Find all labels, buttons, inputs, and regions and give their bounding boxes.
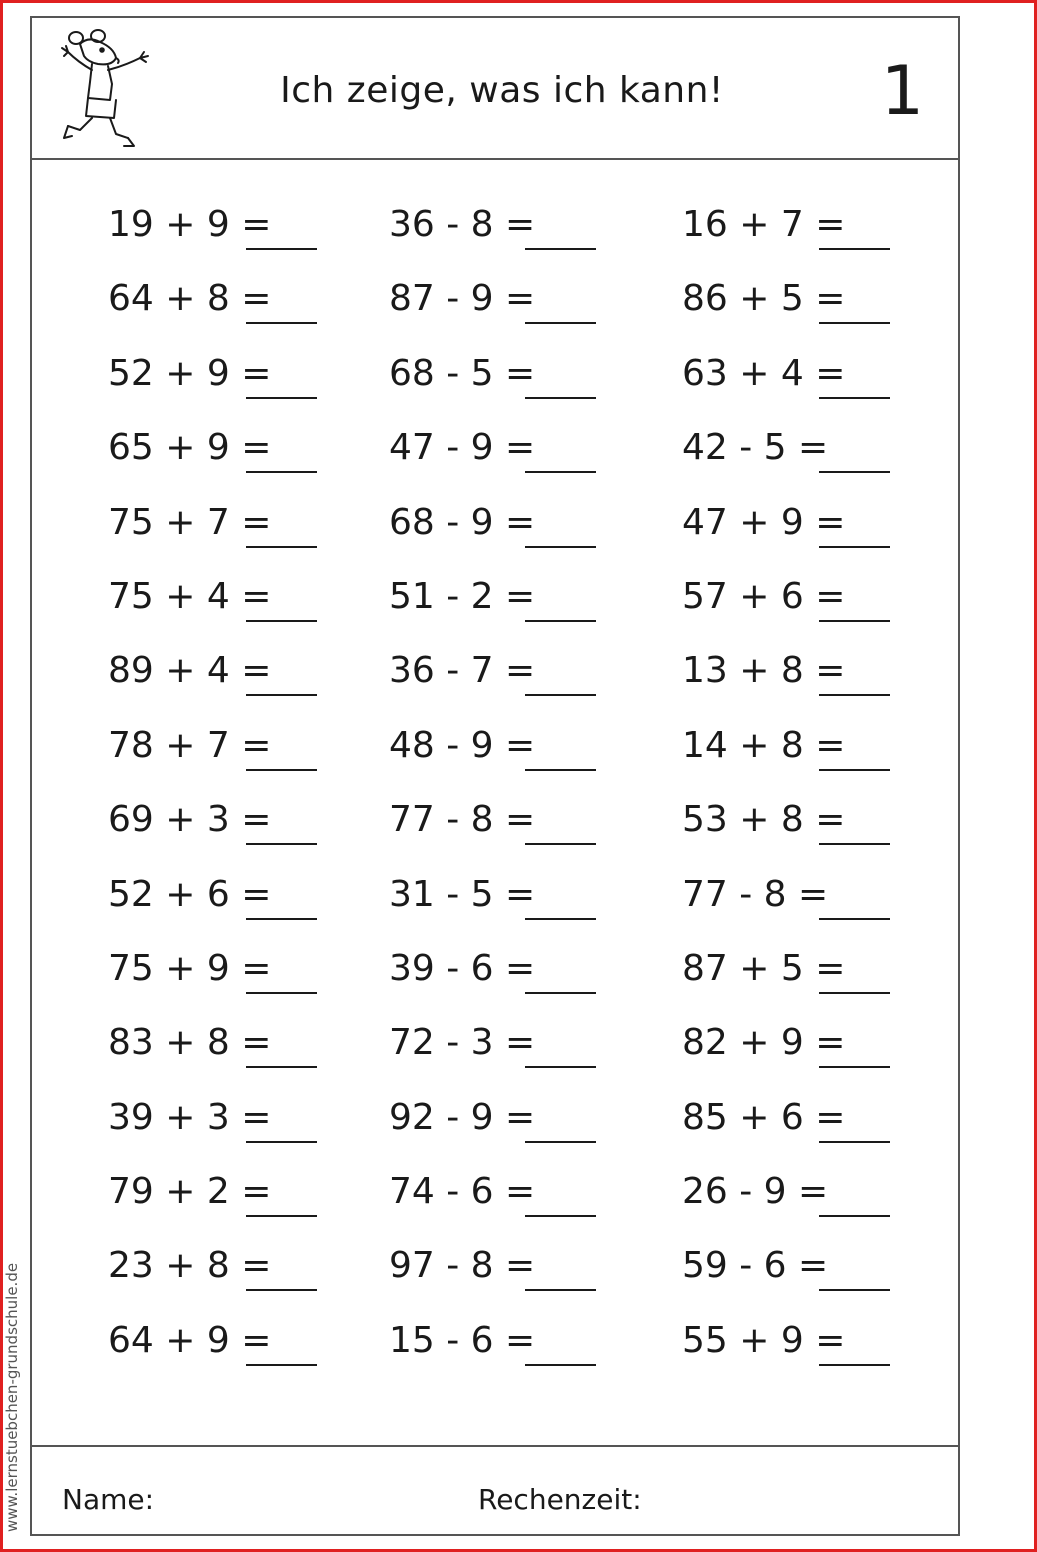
answer-blank[interactable] <box>819 1289 890 1291</box>
problem-row <box>32 1083 958 1157</box>
answer-blank[interactable] <box>525 1215 596 1217</box>
answer-blank[interactable] <box>525 694 596 696</box>
problem-expression: 82 + 9 = <box>682 1022 846 1064</box>
problem-row <box>32 488 958 562</box>
answer-blank[interactable] <box>819 248 890 250</box>
problem-expression: 75 + 7 = <box>108 501 272 543</box>
problem-expression: 78 + 7 = <box>108 724 272 766</box>
problem-row <box>32 339 958 413</box>
answer-blank[interactable] <box>525 546 596 548</box>
answer-blank[interactable] <box>246 769 317 771</box>
problem-expression: 68 - 9 = <box>389 501 536 543</box>
problem-expression: 77 - 8 = <box>682 873 829 915</box>
answer-blank[interactable] <box>819 843 890 845</box>
problem-row <box>32 1008 958 1082</box>
problem-row <box>32 190 958 264</box>
answer-blank[interactable] <box>246 1215 317 1217</box>
answer-blank[interactable] <box>525 620 596 622</box>
answer-blank[interactable] <box>819 322 890 324</box>
answer-blank[interactable] <box>246 471 317 473</box>
problem-expression: 15 - 6 = <box>389 1319 536 1361</box>
problem-expression: 19 + 9 = <box>108 204 272 245</box>
problem-row <box>32 1306 958 1380</box>
problem-row <box>32 264 958 338</box>
worksheet <box>30 16 960 1536</box>
problem-expression: 14 + 8 = <box>682 724 846 766</box>
problem-expression: 85 + 6 = <box>682 1096 846 1138</box>
mascot-mouse-icon <box>58 26 154 150</box>
worksheet-title: Ich zeige, was ich kann! <box>280 70 724 111</box>
problem-expression: 64 + 9 = <box>108 1319 272 1361</box>
problem-expression: 26 - 9 = <box>682 1171 829 1213</box>
answer-blank[interactable] <box>819 546 890 548</box>
worksheet-header <box>32 18 958 160</box>
problem-expression: 87 - 9 = <box>389 278 536 320</box>
problem-expression: 68 - 5 = <box>389 352 536 394</box>
answer-blank[interactable] <box>819 694 890 696</box>
problem-expression: 13 + 8 = <box>682 650 846 692</box>
answer-blank[interactable] <box>525 843 596 845</box>
problem-expression: 36 - 7 = <box>389 650 536 692</box>
answer-blank[interactable] <box>819 1066 890 1068</box>
problem-expression: 89 + 4 = <box>108 650 272 692</box>
answer-blank[interactable] <box>525 1289 596 1291</box>
problem-expression: 57 + 6 = <box>682 575 846 617</box>
problem-expression: 55 + 9 = <box>682 1319 846 1361</box>
problem-expression: 52 + 6 = <box>108 873 272 915</box>
answer-blank[interactable] <box>246 1289 317 1291</box>
problem-row <box>32 413 958 487</box>
answer-blank[interactable] <box>525 918 596 920</box>
problem-expression: 64 + 8 = <box>108 278 272 320</box>
problem-row <box>32 785 958 859</box>
answer-blank[interactable] <box>819 1364 890 1366</box>
problem-expression: 51 - 2 = <box>389 575 536 617</box>
problem-grid <box>32 190 958 1380</box>
problem-expression: 47 - 9 = <box>389 427 536 469</box>
problem-row <box>32 636 958 710</box>
problem-expression: 83 + 8 = <box>108 1022 272 1064</box>
name-label: Name: <box>62 1483 155 1516</box>
problem-expression: 74 - 6 = <box>389 1171 536 1213</box>
answer-blank[interactable] <box>819 471 890 473</box>
problem-row <box>32 1157 958 1231</box>
answer-blank[interactable] <box>819 992 890 994</box>
problem-expression: 63 + 4 = <box>682 352 846 394</box>
answer-blank[interactable] <box>525 1141 596 1143</box>
answer-blank[interactable] <box>525 769 596 771</box>
problem-expression: 79 + 2 = <box>108 1171 272 1213</box>
problem-expression: 48 - 9 = <box>389 724 536 766</box>
problem-expression: 92 - 9 = <box>389 1096 536 1138</box>
problem-expression: 39 - 6 = <box>389 947 536 989</box>
answer-blank[interactable] <box>525 992 596 994</box>
problem-expression: 52 + 9 = <box>108 352 272 394</box>
answer-blank[interactable] <box>246 992 317 994</box>
answer-blank[interactable] <box>525 1364 596 1366</box>
problem-expression: 31 - 5 = <box>389 873 536 915</box>
problem-expression: 86 + 5 = <box>682 278 846 320</box>
problem-expression: 65 + 9 = <box>108 427 272 469</box>
problem-row <box>32 934 958 1008</box>
answer-blank[interactable] <box>246 1364 317 1366</box>
answer-blank[interactable] <box>246 248 317 250</box>
problem-row <box>32 860 958 934</box>
answer-blank[interactable] <box>819 769 890 771</box>
answer-blank[interactable] <box>819 397 890 399</box>
problem-expression: 69 + 3 = <box>108 799 272 841</box>
answer-blank[interactable] <box>246 1141 317 1143</box>
answer-blank[interactable] <box>246 397 317 399</box>
problem-expression: 72 - 3 = <box>389 1022 536 1064</box>
answer-blank[interactable] <box>525 471 596 473</box>
problem-expression: 87 + 5 = <box>682 947 846 989</box>
problem-row <box>32 562 958 636</box>
problem-expression: 36 - 8 = <box>389 204 536 245</box>
answer-blank[interactable] <box>819 918 890 920</box>
watermark-url: www.lernstuebchen-grundschule.de <box>3 1262 21 1532</box>
answer-blank[interactable] <box>525 397 596 399</box>
answer-blank[interactable] <box>246 843 317 845</box>
problem-expression: 77 - 8 = <box>389 799 536 841</box>
answer-blank[interactable] <box>525 248 596 250</box>
worksheet-footer <box>32 1445 958 1538</box>
sheet-number: 1 <box>880 52 924 131</box>
problem-expression: 97 - 8 = <box>389 1245 536 1287</box>
answer-blank[interactable] <box>525 322 596 324</box>
answer-blank[interactable] <box>819 1141 890 1143</box>
problem-expression: 42 - 5 = <box>682 427 829 469</box>
answer-blank[interactable] <box>819 1215 890 1217</box>
answer-blank[interactable] <box>525 1066 596 1068</box>
problem-expression: 75 + 9 = <box>108 947 272 989</box>
answer-blank[interactable] <box>246 620 317 622</box>
answer-blank[interactable] <box>246 918 317 920</box>
problem-expression: 59 - 6 = <box>682 1245 829 1287</box>
problem-row <box>32 1231 958 1305</box>
answer-blank[interactable] <box>246 322 317 324</box>
problem-expression: 75 + 4 = <box>108 575 272 617</box>
problem-expression: 16 + 7 = <box>682 204 846 245</box>
problem-expression: 39 + 3 = <box>108 1096 272 1138</box>
problem-expression: 23 + 8 = <box>108 1245 272 1287</box>
problem-row <box>32 711 958 785</box>
answer-blank[interactable] <box>246 694 317 696</box>
answer-blank[interactable] <box>246 546 317 548</box>
answer-blank[interactable] <box>819 620 890 622</box>
time-label: Rechenzeit: <box>478 1483 642 1516</box>
answer-blank[interactable] <box>246 1066 317 1068</box>
problem-expression: 53 + 8 = <box>682 799 846 841</box>
problem-expression: 47 + 9 = <box>682 501 846 543</box>
